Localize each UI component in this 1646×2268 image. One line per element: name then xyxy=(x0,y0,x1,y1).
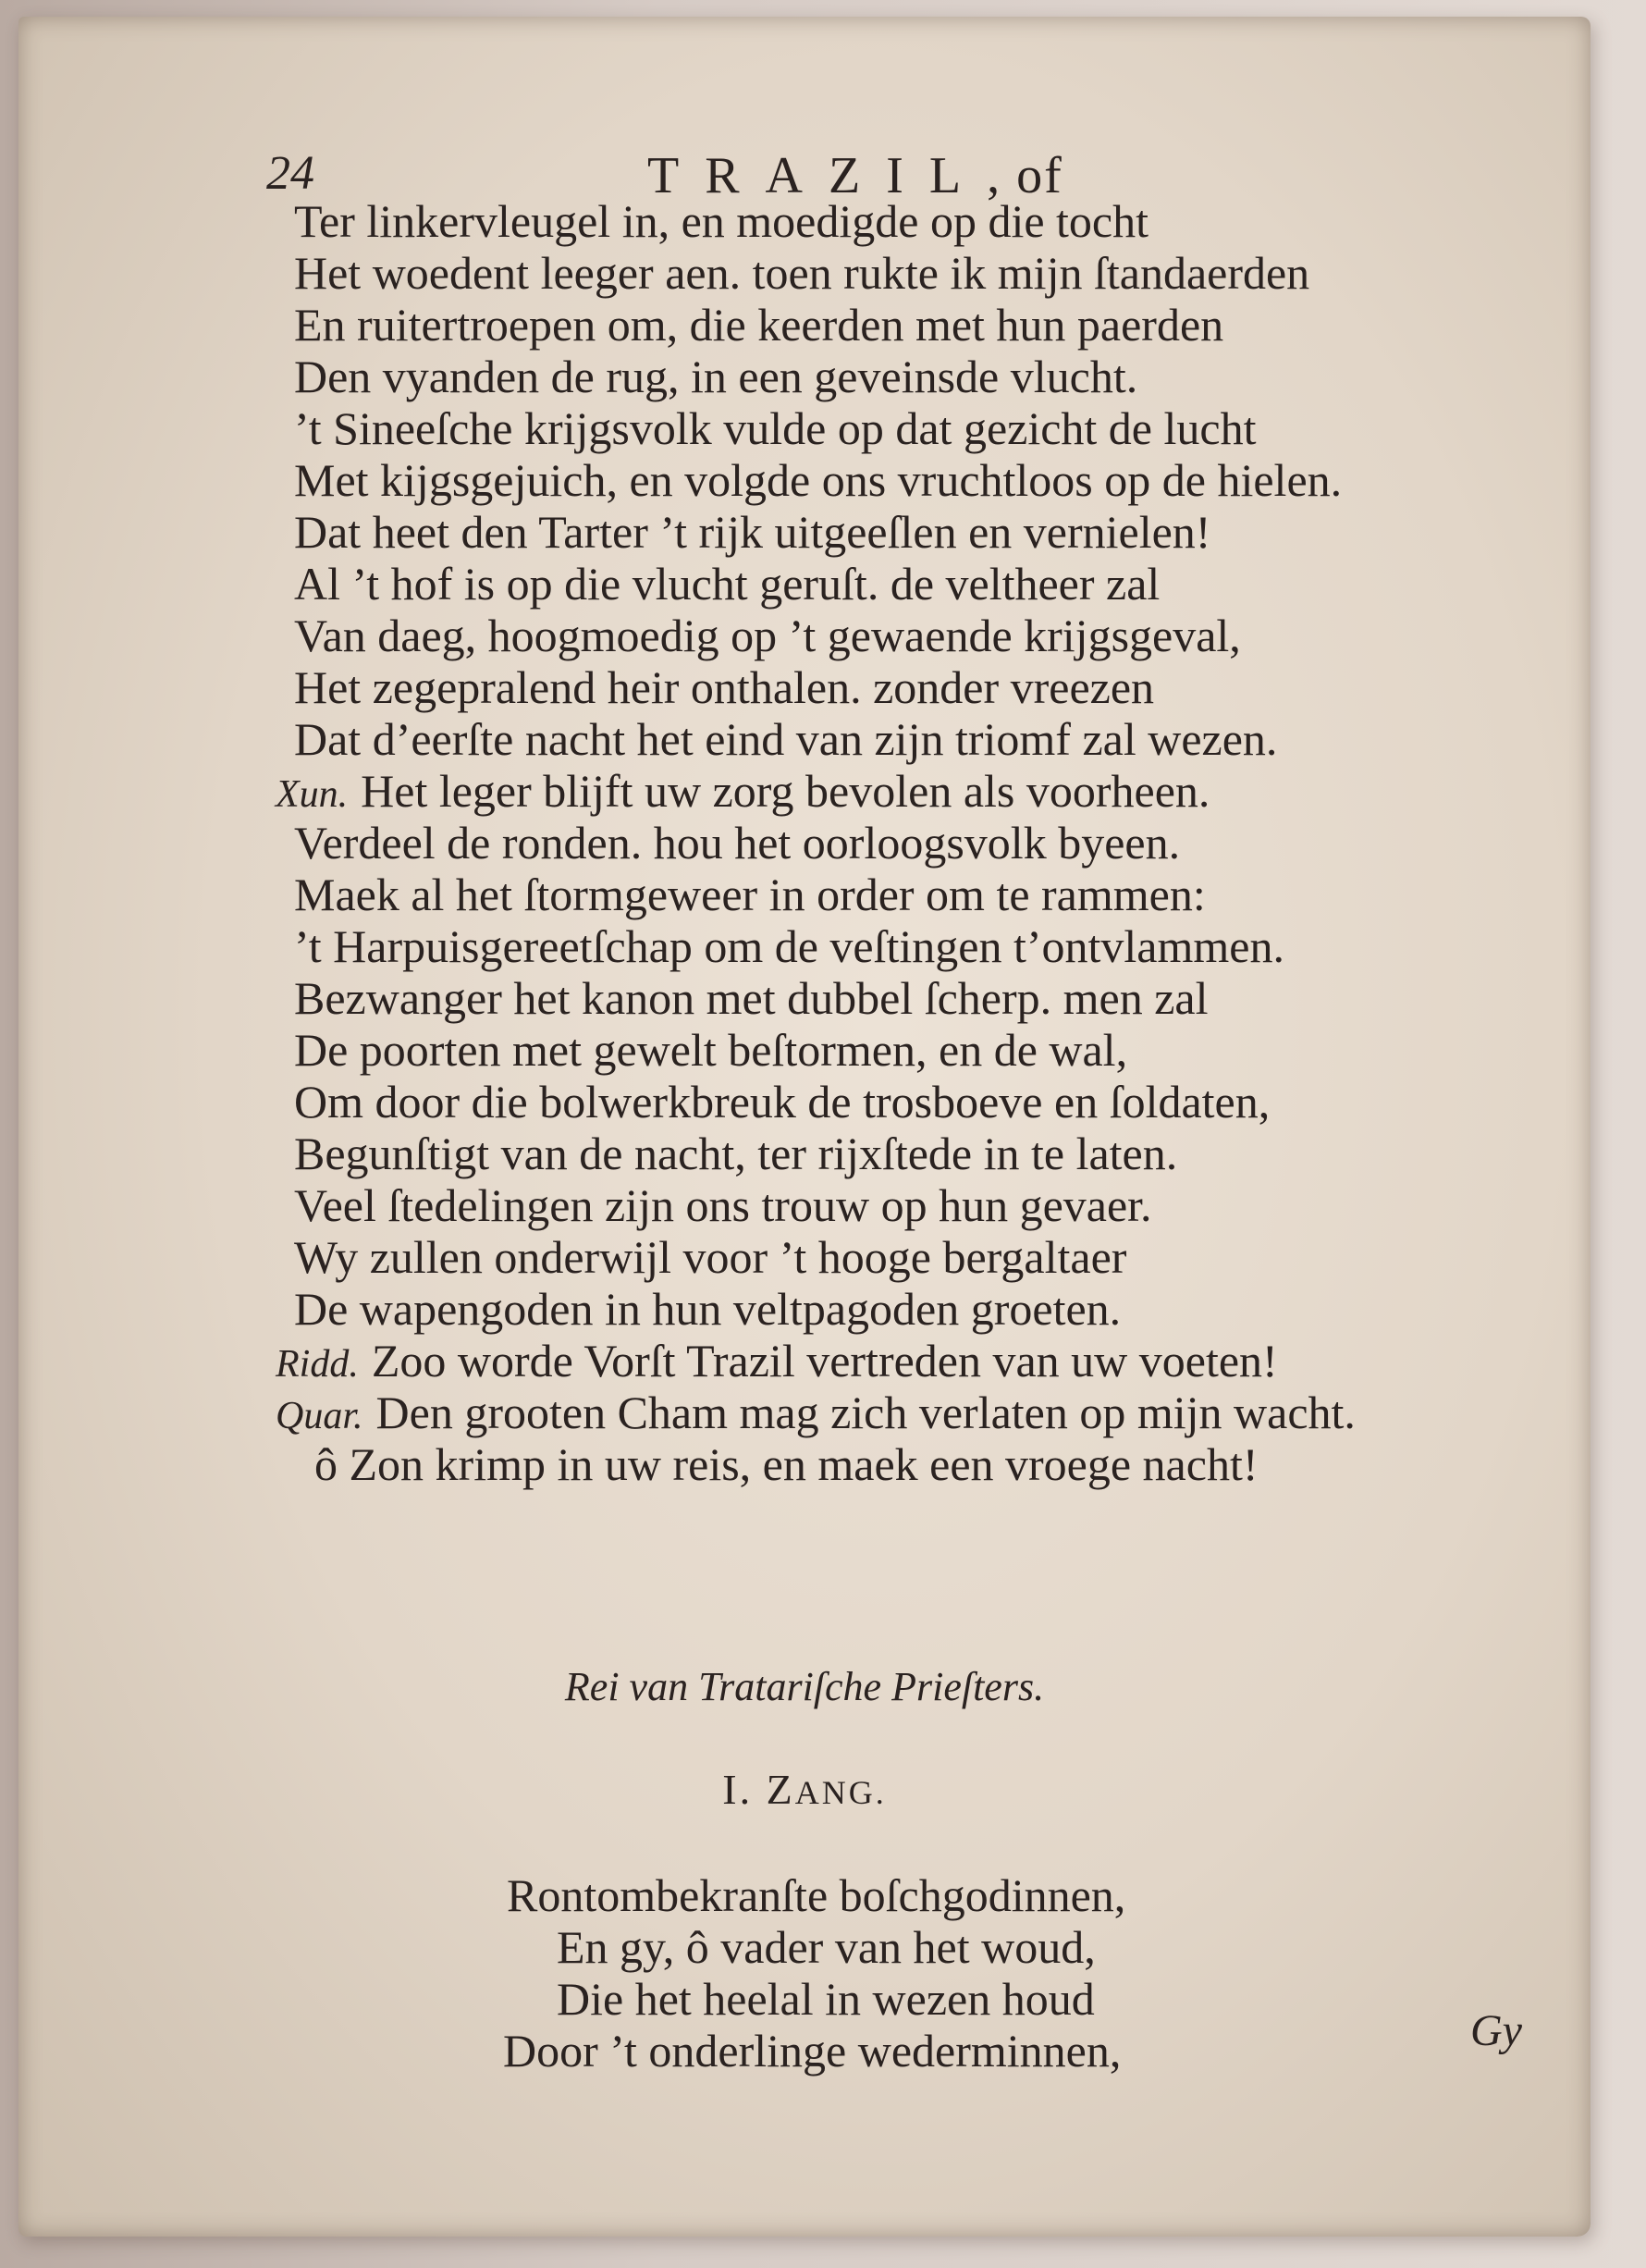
verse-text: De poorten met gewelt beſtormen, en de wal, xyxy=(294,1024,1128,1076)
verse-line xyxy=(294,1024,1128,1076)
verse-text: En ruitertroepen om, die keerden met hun paerden xyxy=(294,299,1224,351)
speaker-name: Xun. xyxy=(276,773,349,816)
running-title-suffix: , of xyxy=(987,147,1063,204)
verse-text: ô Zon krimp in uw reis, en maek een vroege nacht! xyxy=(314,1438,1259,1490)
verse-text: De wapengoden in hun veltpagoden groeten. xyxy=(294,1283,1122,1335)
verse-line xyxy=(294,558,1161,610)
verse-line xyxy=(294,195,1149,247)
verse-text: Zoo worde Vorſt Trazil vertreden van uw voeten! xyxy=(371,1335,1278,1387)
verse-text: Van daeg, hoogmoedig op ’t gewaende krijgsgeval, xyxy=(294,610,1241,661)
verse-text: Al ’t hof is op die vlucht geruſt. de veltheer zal xyxy=(294,558,1161,610)
verse-text: Het zegepralend heir onthalen. zonder vreezen xyxy=(294,661,1155,713)
song-line: Die het heelal in wezen houd xyxy=(557,1973,1095,2025)
verse-text: Wy zullen onderwijl voor ’t hooge bergaltaer xyxy=(294,1231,1127,1283)
speaker-name: Ridd. xyxy=(276,1343,359,1386)
verse-text: Den grooten Cham mag zich verlaten op mijn wacht. xyxy=(375,1387,1356,1438)
verse-line xyxy=(294,1179,1152,1231)
verse-text: ’t Sineeſche krijgsvolk vulde op dat gezicht de lucht xyxy=(294,402,1257,454)
verse-text: Dat d’eerſte nacht het eind van zijn triomf zal wezen. xyxy=(294,713,1278,765)
verse-line xyxy=(294,972,1209,1024)
verse-line xyxy=(294,612,1241,659)
verse-line xyxy=(276,1389,1356,1436)
verse-text: Het leger blijft uw zorg bevolen als voorheen. xyxy=(361,765,1210,817)
verse-text: Den vyanden de rug, in een geveinsde vlucht. xyxy=(294,351,1138,402)
verse-line xyxy=(294,661,1155,713)
verse-text: Begunſtigt van de nacht, ter rijxſtede in te laten. xyxy=(294,1128,1178,1179)
verse-line xyxy=(294,1283,1122,1335)
verse-line xyxy=(294,920,1284,972)
verse-line xyxy=(276,765,1210,817)
verse-line xyxy=(276,1335,1278,1387)
song-line: En gy, ô vader van het woud, xyxy=(557,1921,1096,1973)
verse-text: Ter linkervleugel in, en moedigde op die tocht xyxy=(294,195,1149,247)
song-line: Rontombekranſte boſchgodinnen, xyxy=(507,1869,1126,1921)
page-number: 24 xyxy=(266,147,314,200)
song-initial: Z xyxy=(766,1766,795,1813)
catchword: Gy xyxy=(1470,2006,1522,2055)
verse-line xyxy=(314,1438,1259,1490)
verse-line xyxy=(294,871,1206,918)
verse-line xyxy=(294,1130,1177,1177)
verse-line xyxy=(294,247,1310,299)
song-heading-rest: ANG. xyxy=(794,1774,887,1811)
verse-line xyxy=(294,817,1181,869)
verse-text: Bezwanger het kanon met dubbel ſcherp. men zal xyxy=(294,972,1209,1024)
book-page xyxy=(18,17,1591,2237)
verse-line xyxy=(294,506,1211,558)
verse-text: Om door die bolwerkbreuk de trosboeve en ſoldaten, xyxy=(294,1076,1271,1128)
song-line: Door ’t onderlinge wederminnen, xyxy=(503,2025,1122,2077)
verse-text: Veel ſtedelingen zijn ons trouw op hun gevaer. xyxy=(294,1179,1152,1231)
verse-text: Verdeel de ronden. hou het oorloogsvolk byeen. xyxy=(294,817,1181,869)
speaker-name: Quar. xyxy=(276,1395,363,1437)
chorus-title: Rei van Tratariſche Prieſters. xyxy=(564,1664,1045,1709)
verse-line xyxy=(294,713,1278,765)
verse-line xyxy=(294,454,1343,506)
song-heading xyxy=(18,1765,1591,1814)
verse-text: Dat heet den Tarter ’t rijk uitgeeſlen en vernielen! xyxy=(294,506,1211,558)
verse-line xyxy=(294,402,1257,454)
verse-line xyxy=(294,1231,1127,1283)
verse-line xyxy=(294,1076,1271,1128)
verse-line xyxy=(294,299,1224,351)
verse-line xyxy=(294,353,1137,400)
verse-text: Met kijgsgejuich, en volgde ons vruchtloos op de hielen. xyxy=(294,454,1343,506)
verse-text: ’t Harpuisgereetſchap om de veſtingen t’ontvlammen. xyxy=(294,920,1284,972)
song-number: I. xyxy=(722,1766,754,1813)
running-title-main: TRAZIL xyxy=(647,147,988,204)
verse-text: Het woedent leeger aen. toen rukte ik mijn ſtandaerden xyxy=(294,247,1310,299)
verse-text: Maek al het ſtormgeweer in order om te rammen: xyxy=(294,869,1206,920)
